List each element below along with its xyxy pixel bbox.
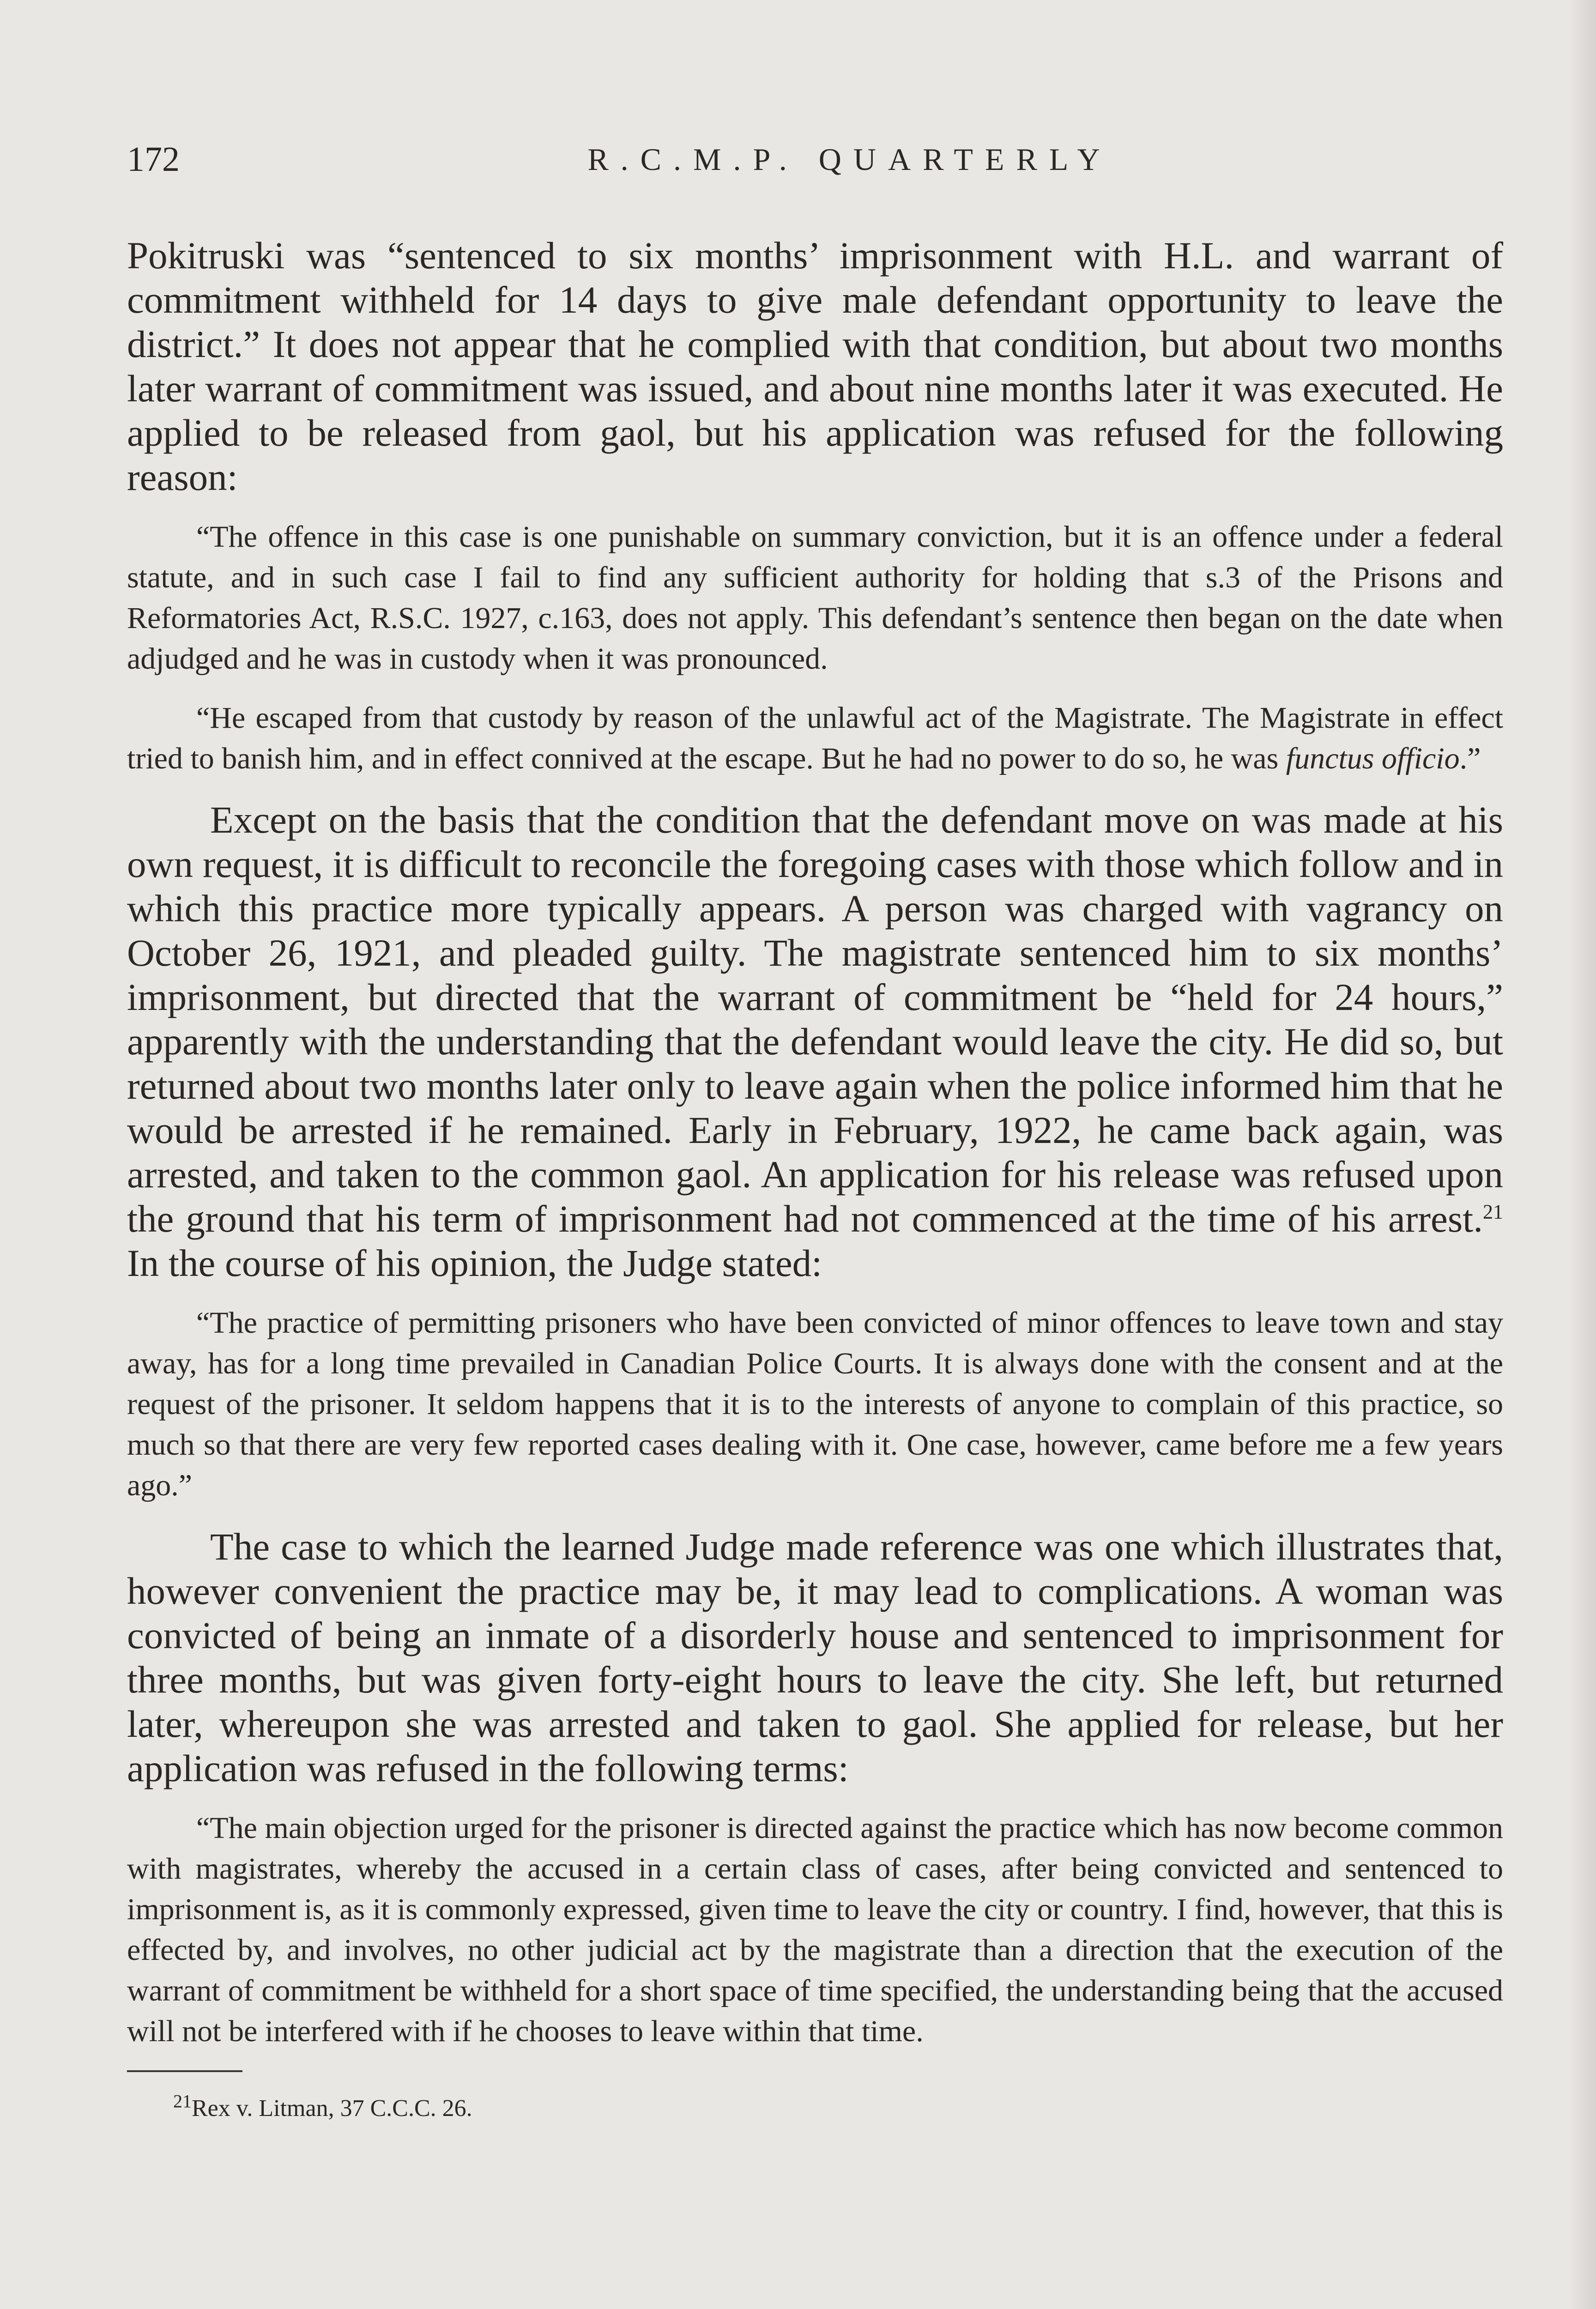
page-edge-shadow: [1568, 0, 1596, 2309]
quote-paragraph-3: “The practice of permitting prisoners who have been convicted of minor offences to leave town and stay away, has for a long time prevailed in Canadian Police Courts. It is always done with the consent and at the request of the prisoner. It seldom happens that it is to the interests of anyone to complain of this practice, so much so that there are very few reported cases dealing with it. One case, however, came before me a few years ago.”: [127, 1306, 1503, 1502]
quote-paragraph-1: “The offence in this case is one punishable on summary conviction, but it is an offence under a federal statute, and in such case I fail to find any sufficient authority for holding that s.3 of the Prisons and Reformatories Act, R.S.C. 1927, c.163, does not apply. This defendant’s sentence then began on the date when adjudged and he was in custody when it was pronounced.: [127, 520, 1503, 676]
quote-2-text: “He escaped from that custody by reason of the unlawful act of the Magistrate. The Magistrate in effect tried to banish him, and in effect connived at the escape. But he had no power to do so, he was: [127, 701, 1503, 775]
body-2-closing: In the course of his opinion, the Judge stated:: [127, 1242, 822, 1284]
quote-2-closing: .”: [1459, 742, 1481, 775]
page-header: [127, 134, 1503, 185]
footnote-reference: 21: [1483, 1200, 1503, 1223]
body-paragraph-1: Pokitruski was “sentenced to six months’ imprisonment with H.L. and warrant of commitment withheld for 14 days to give male defendant opportunity to leave the district.” It does not appear that he complied with that condition, but about two months later warrant of commitment was issued, and about nine months later it was executed. He applied to be released from gaol, but his application was refused for the following reason:: [127, 234, 1503, 498]
body-2-text: Except on the basis that the condition that the defendant move on was made at his own request, it is difficult to reconcile the foregoing cases with those which follow and in which this practice more typically appears. A person was charged with vagrancy on October 26, 1921, and pleaded guilty. The magistrate sentenced him to six months’ imprisonment, but directed that the warrant of commitment be “held for 24 hours,” apparently with the understanding that the defendant would leave the city. He did so, but returned about two months later only to leave again when the police informed him that he would be arrested if he remained. Early in February, 1922, he came back again, was arrested, and taken to the common gaol. An application for his release was refused upon the ground that his term of imprisonment had not commenced at the time of his arrest.: [127, 798, 1503, 1240]
body-paragraph-2: [127, 798, 1503, 1285]
quote-2-italic-term: functus officio: [1286, 742, 1460, 775]
quote-paragraph-4: “The main objection urged for the prisoner is directed against the practice which has now become common with magistrates, whereby the accused in a certain class of cases, after being convicted and sentenced to imprisonment is, as it is commonly expressed, given time to leave the city or country. I find, however, that this is effected by, and involves, no other judicial act by the magistrate than a direction that the execution of the warrant of commitment be withheld for a short space of time specified, the understanding being that the accused will not be interfered with if he chooses to leave within that time.: [127, 1811, 1503, 2048]
body-paragraph-3: The case to which the learned Judge made reference was one which illustrates that, however convenient the practice may be, it may lead to complications. A woman was convicted of being an inmate of a disorderly house and sentenced to imprisonment for three months, but was given forty-eight hours to leave the city. She left, but returned later, whereupon she was arrested and taken to gaol. She applied for release, but her application was refused in the following terms:: [127, 1525, 1503, 1789]
running-head: R.C.M.P. QUARTERLY: [587, 142, 1112, 177]
footnote-text: Rex v. Litman, 37 C.C.C. 26.: [192, 2095, 472, 2122]
footnote: [127, 2092, 1503, 2125]
footnote-divider: [127, 2070, 242, 2072]
quote-paragraph-2: [127, 698, 1503, 779]
page-number: 172: [127, 140, 180, 179]
footnote-marker: 21: [173, 2091, 192, 2112]
page-content: [127, 233, 1503, 2125]
